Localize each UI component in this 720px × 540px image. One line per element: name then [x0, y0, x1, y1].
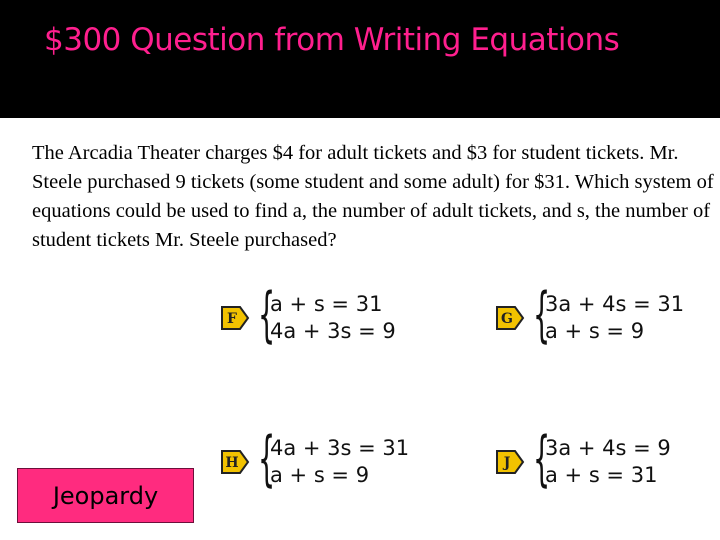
choice-g-equation-1: 3a + 4s = 31	[545, 292, 685, 316]
brace-icon: {	[533, 424, 551, 494]
choice-f-equation-2: 4a + 3s = 9	[270, 319, 396, 343]
jeopardy-button[interactable]: Jeopardy	[17, 468, 194, 523]
choice-g-badge	[495, 305, 525, 331]
brace-icon: {	[258, 280, 276, 350]
slide-title: $300 Question from Writing Equations	[44, 22, 620, 58]
question-text: The Arcadia Theater charges $4 for adult tickets and $3 for student tickets. Mr. Steele purchased 9 tickets (some student and some adult) for $31. Which system of equations could be used to find a, the number of adult tickets, and s, the number of student tickets Mr. Steele purchased?	[32, 142, 714, 251]
choice-h	[220, 424, 410, 497]
choice-f-equation-1: a + s = 31	[270, 292, 383, 316]
choice-j-equation-2: a + s = 31	[545, 463, 658, 487]
choice-h-equation-2: a + s = 9	[270, 463, 370, 487]
choice-h-equation-1: 4a + 3s = 31	[270, 436, 410, 460]
choice-j-badge	[495, 449, 525, 475]
choice-h-letter: H	[225, 455, 239, 471]
choice-f-letter: F	[227, 311, 237, 327]
choice-f-badge	[220, 305, 250, 331]
choice-g-letter: G	[501, 311, 513, 327]
choice-j	[495, 424, 671, 497]
choice-g	[495, 280, 685, 353]
choice-f	[220, 280, 396, 353]
brace-icon: {	[533, 280, 551, 350]
choice-j-equation-1: 3a + 4s = 9	[545, 436, 671, 460]
choice-j-letter: J	[503, 455, 511, 471]
choice-g-equation-2: a + s = 9	[545, 319, 645, 343]
title-bar	[0, 0, 720, 118]
choice-h-badge	[220, 449, 250, 475]
brace-icon: {	[258, 424, 276, 494]
